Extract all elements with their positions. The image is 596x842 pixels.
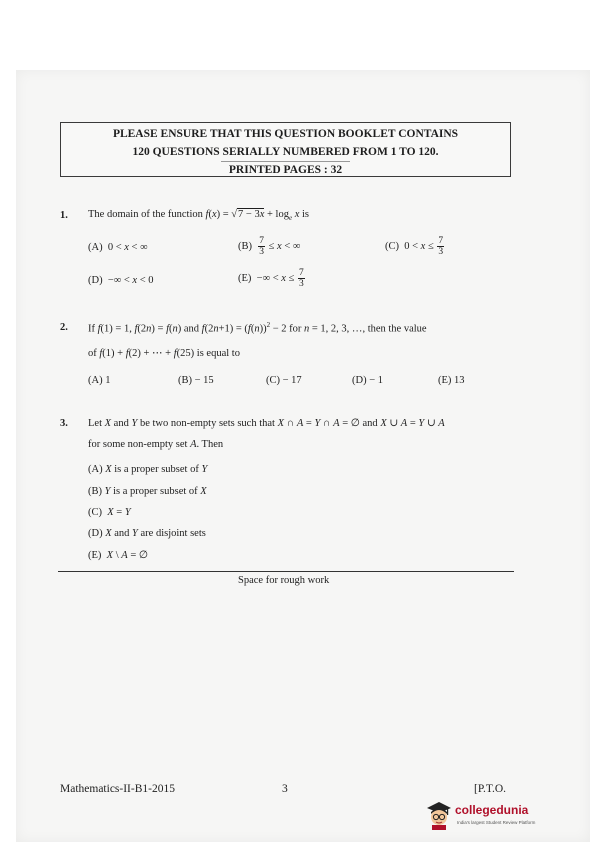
footer-exam-code: Mathematics-II-B1-2015 (60, 783, 175, 795)
question-1-stem: The domain of the function $f(x) = √7 - 3x + \log_e x$ is (88, 209, 310, 223)
question-3-line-1: Let X and Y be two non-empty sets such that X ∩ A = Y ∩ A = ∅ and X ∪ A = Y ∪ A (88, 418, 445, 429)
logo-tagline: India's largest Student Review Platform (457, 820, 536, 825)
footer-pto: [P.T.O. (474, 783, 507, 795)
question-2-number: 2. (60, 322, 68, 333)
q3-option-c: (C) X = Y (88, 507, 131, 518)
question-2-line-2: of f(1) + f(2) + ⋯ + f(25) is equal to (88, 348, 240, 359)
booklet-notice-box (60, 122, 511, 177)
notice-line-2: 120 QUESTIONS SERIALLY NUMBERED FROM 1 TO 120. (132, 145, 439, 158)
question-1-number: 1. (60, 210, 68, 221)
q1-option-c: (C) 0 < x ≤ $\frac{7}{3}$ (385, 236, 444, 257)
collegedunia-logo (425, 800, 565, 834)
top-margin (0, 0, 596, 70)
question-3-number: 3. (60, 418, 68, 429)
q3-option-d: (D) X and Y are disjoint sets (88, 528, 206, 539)
q2-option-d: (D) − 1 (352, 375, 383, 386)
q3-option-b: (B) Y is a proper subset of X (88, 486, 207, 497)
q1-option-d: (D) −∞ < x < 0 (88, 275, 154, 286)
q2-option-e: (E) 13 (438, 375, 465, 386)
printed-pages: PRINTED PAGES : 32 (221, 161, 350, 180)
q3-option-a: (A) X is a proper subset of Y (88, 464, 208, 475)
notice-line-1: PLEASE ENSURE THAT THIS QUESTION BOOKLET CONTAINS (112, 128, 459, 140)
q1-option-e: (E) −∞ < x ≤ $\frac{7}{3}$ (238, 268, 304, 289)
q3-option-e: (E) X \ A = ∅ (88, 550, 149, 561)
student-avatar-icon (425, 800, 453, 830)
q1-option-b: (B) $\frac{7}{3}$ ≤ x < ∞ (238, 236, 301, 257)
q2-option-c: (C) − 17 (266, 375, 302, 386)
q2-option-a: (A) 1 (88, 375, 111, 386)
footer-page-number: 3 (282, 783, 288, 795)
question-3-line-2: for some non-empty set A. Then (88, 439, 224, 450)
rough-work-divider (58, 571, 514, 572)
rough-work-label: Space for rough work (238, 575, 330, 586)
logo-name: collegedunia (455, 803, 529, 817)
q1-option-a: (A) 0 < x < ∞ (88, 242, 148, 253)
question-2-line-1: If f(1) = 1, f(2n) = f(n) and $f(2n+1) = (f(n))^2 - 2$ for n = 1, 2, 3, …, then the value (88, 321, 427, 335)
q2-option-b: (B) − 15 (178, 375, 214, 386)
scanned-page (16, 70, 590, 842)
